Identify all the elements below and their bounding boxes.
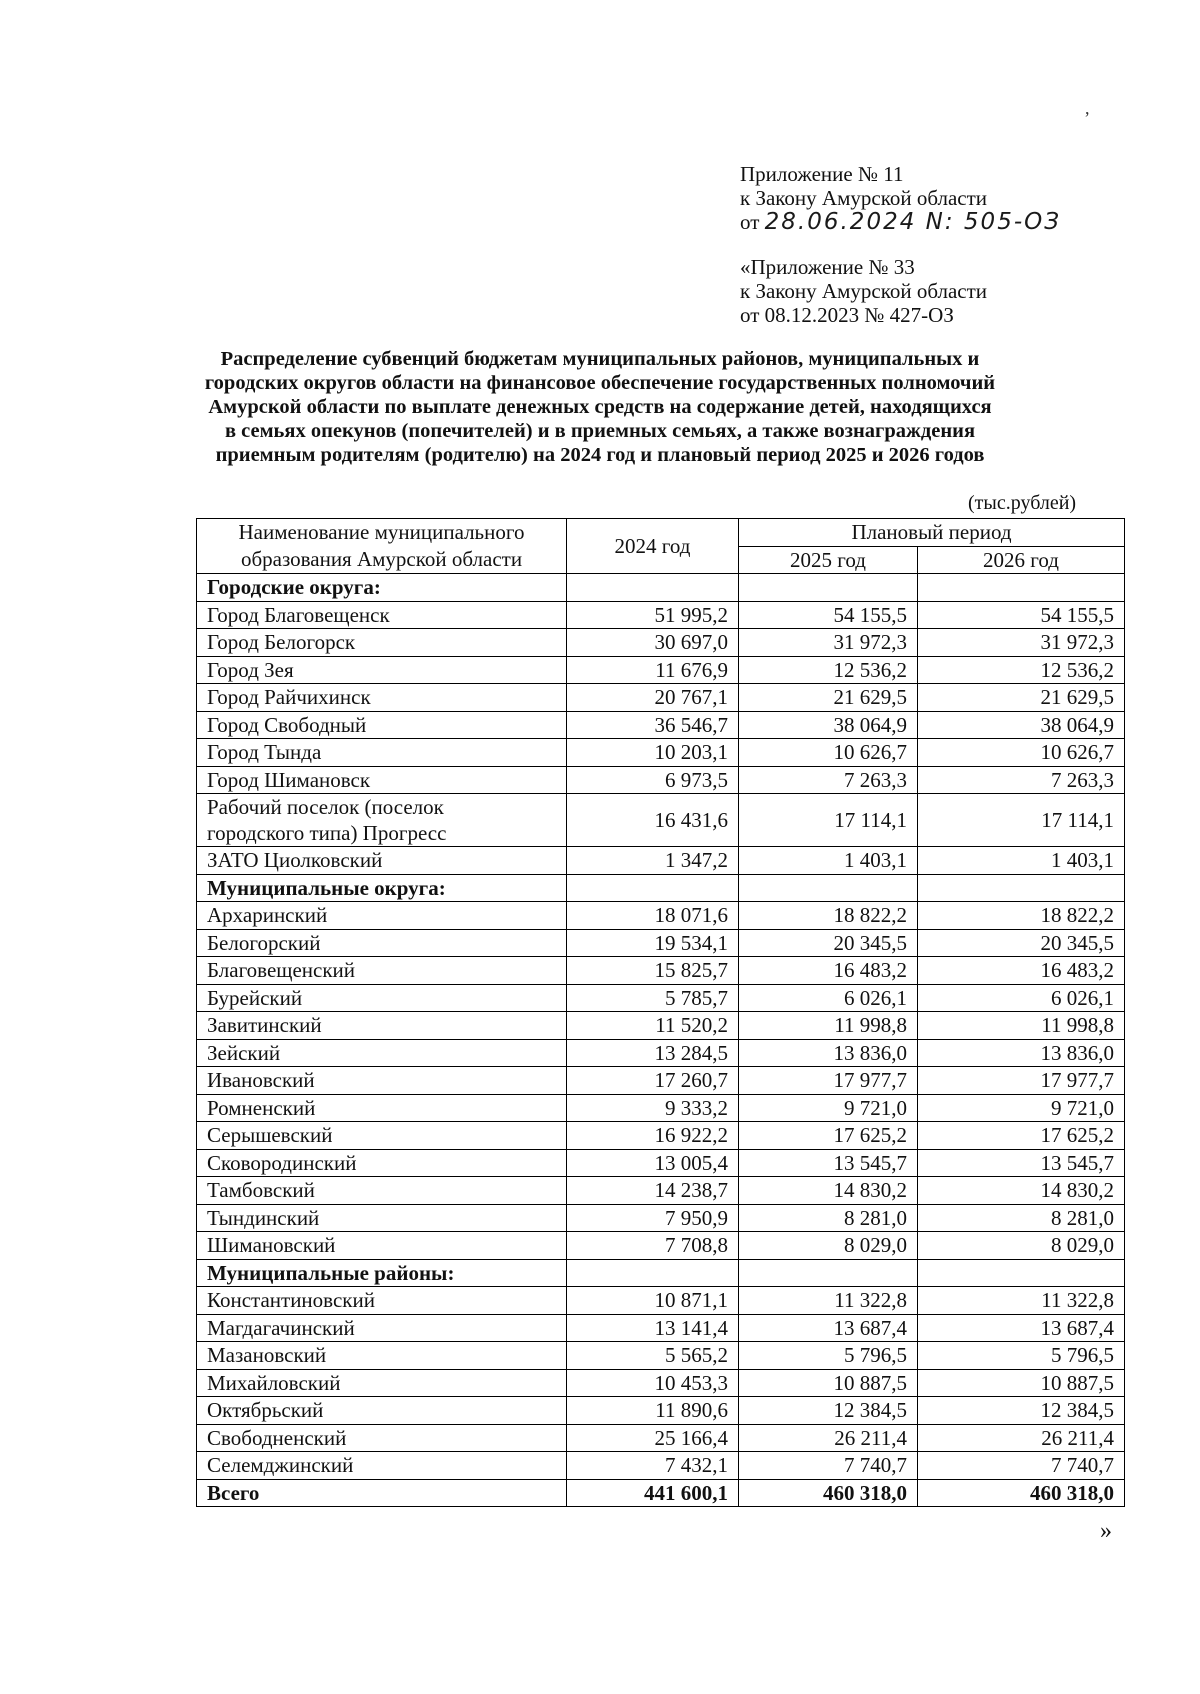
document-title [120,347,1080,467]
municipality-name: Город Белогорск [197,629,567,657]
table-row [197,1369,1125,1397]
table-row [197,1287,1125,1315]
table-row [197,902,1125,930]
title-line: Распределение субвенций бюджетам муниципальных районов, муниципальных и [220,348,980,370]
value-2026: 17 625,2 [918,1122,1125,1150]
value-2026: 6 026,1 [918,984,1125,1012]
value-2026: 10 626,7 [918,739,1125,767]
value-2026: 11 998,8 [918,1012,1125,1040]
table-row [197,957,1125,985]
header-row [197,519,1125,547]
municipality-name: Город Свободный [197,711,567,739]
value-2026: 9 721,0 [918,1094,1125,1122]
total-2025: 460 318,0 [739,1479,918,1507]
municipality-name: Селемджинский [197,1452,567,1480]
municipality-name: ЗАТО Циолковский [197,847,567,875]
value-2024: 10 871,1 [567,1287,739,1315]
value-2025: 7 740,7 [739,1452,918,1480]
value-2024: 25 166,4 [567,1424,739,1452]
value-2024: 10 203,1 [567,739,739,767]
empty-cell [567,574,739,602]
value-2026: 10 887,5 [918,1369,1125,1397]
value-2026: 13 545,7 [918,1149,1125,1177]
value-2025: 10 887,5 [739,1369,918,1397]
amended-appendix-number: «Приложение № 33 [740,255,915,279]
value-2026: 14 830,2 [918,1177,1125,1205]
header-2026: 2026 год [918,546,1125,574]
table-row [197,1012,1125,1040]
empty-cell [739,874,918,902]
value-2026: 7 263,3 [918,766,1125,794]
value-2026: 7 740,7 [918,1452,1125,1480]
value-2024: 5 785,7 [567,984,739,1012]
section-header-row [197,574,1125,602]
amended-appendix-law: к Закону Амурской области [740,279,988,303]
value-2024: 9 333,2 [567,1094,739,1122]
table-row [197,1397,1125,1425]
municipality-name: Шимановский [197,1232,567,1260]
title-line: приемным родителям (родителю) на 2024 год и плановый период 2025 и 2026 годов [215,444,985,466]
municipality-name: Ромненский [197,1094,567,1122]
value-2026: 26 211,4 [918,1424,1125,1452]
municipality-name: Мазановский [197,1342,567,1370]
closing-quote-mark: » [1100,1518,1112,1544]
value-2024: 11 890,6 [567,1397,739,1425]
municipality-name: Благовещенский [197,957,567,985]
value-2026: 20 345,5 [918,929,1125,957]
value-2025: 21 629,5 [739,684,918,712]
value-2026: 17 977,7 [918,1067,1125,1095]
value-2025: 10 626,7 [739,739,918,767]
value-2025: 11 998,8 [739,1012,918,1040]
municipality-name: Город Тында [197,739,567,767]
value-2025: 12 384,5 [739,1397,918,1425]
municipality-name: Бурейский [197,984,567,1012]
table-row [197,1314,1125,1342]
value-2026: 54 155,5 [918,601,1125,629]
municipality-name: Город Шимановск [197,766,567,794]
value-2024: 20 767,1 [567,684,739,712]
value-2024: 18 071,6 [567,902,739,930]
value-2025: 13 545,7 [739,1149,918,1177]
municipality-name: Тындинский [197,1204,567,1232]
title-line: Амурской области по выплате денежных средств на содержание детей, находящихся [208,396,992,418]
appendix-date-line [740,210,1061,234]
table-row [197,739,1125,767]
municipality-name: Михайловский [197,1369,567,1397]
municipality-name: Магдагачинский [197,1314,567,1342]
table-row [197,1067,1125,1095]
appendix-number: Приложение № 11 [740,162,904,186]
value-2025: 17 977,7 [739,1067,918,1095]
value-2024: 17 260,7 [567,1067,739,1095]
value-2024: 11 676,9 [567,656,739,684]
table-row [197,1424,1125,1452]
table-row [197,1094,1125,1122]
municipality-name-line1: Рабочий поселок (поселок [207,795,444,819]
value-2025: 13 687,4 [739,1314,918,1342]
municipality-name: Белогорский [197,929,567,957]
section-title: Городские округа: [197,574,567,602]
value-2026: 13 687,4 [918,1314,1125,1342]
value-2024: 36 546,7 [567,711,739,739]
empty-cell [739,574,918,602]
value-2026: 8 281,0 [918,1204,1125,1232]
municipality-name: Свободненский [197,1424,567,1452]
municipality-name: Октябрьский [197,1397,567,1425]
table-row [197,766,1125,794]
value-2026: 1 403,1 [918,847,1125,875]
municipality-name: Ивановский [197,1067,567,1095]
municipality-name: Архаринский [197,902,567,930]
table-row [197,1232,1125,1260]
value-2024: 51 995,2 [567,601,739,629]
appendix-law: к Закону Амурской области [740,186,988,210]
value-2025: 1 403,1 [739,847,918,875]
table-row [197,1204,1125,1232]
value-2024: 13 284,5 [567,1039,739,1067]
unit-label: (тыс.рублей) [968,492,1077,514]
budget-table-body [197,519,1125,1507]
section-title: Муниципальные районы: [197,1259,567,1287]
table-row [197,1452,1125,1480]
table-row [197,929,1125,957]
title-line: в семьях опекунов (попечителей) и в приемных семьях, а также вознаграждения [224,420,976,442]
municipality-name: Серышевский [197,1122,567,1150]
value-2026: 11 322,8 [918,1287,1125,1315]
value-2025: 8 281,0 [739,1204,918,1232]
value-2024: 15 825,7 [567,957,739,985]
value-2026: 18 822,2 [918,902,1125,930]
header-name-line1: Наименование муниципального [238,520,525,544]
table-row [197,1177,1125,1205]
municipality-name: Город Благовещенск [197,601,567,629]
value-2025: 5 796,5 [739,1342,918,1370]
value-2025: 13 836,0 [739,1039,918,1067]
value-2024: 10 453,3 [567,1369,739,1397]
value-2026: 13 836,0 [918,1039,1125,1067]
header-name-cell [197,519,567,574]
amended-appendix-date: от 08.12.2023 № 427-ОЗ [740,303,954,327]
header-name-line2: образования Амурской области [240,547,523,571]
value-2024: 13 005,4 [567,1149,739,1177]
empty-cell [918,1259,1125,1287]
total-2026: 460 318,0 [918,1479,1125,1507]
municipality-name: Завитинский [197,1012,567,1040]
value-2025: 17 625,2 [739,1122,918,1150]
value-2026: 5 796,5 [918,1342,1125,1370]
table-row [197,847,1125,875]
empty-cell [918,874,1125,902]
table-row [197,601,1125,629]
section-title: Муниципальные округа: [197,874,567,902]
appendix-date-prefix: от [740,210,760,234]
municipality-name: Город Райчихинск [197,684,567,712]
empty-cell [567,874,739,902]
value-2026: 12 384,5 [918,1397,1125,1425]
value-2024: 16 431,6 [567,794,739,847]
value-2026: 16 483,2 [918,957,1125,985]
municipality-name-line2: городского типа) Прогресс [207,821,447,845]
table-row [197,984,1125,1012]
value-2025: 54 155,5 [739,601,918,629]
section-header-row [197,1259,1125,1287]
total-2024: 441 600,1 [567,1479,739,1507]
value-2025: 38 064,9 [739,711,918,739]
municipality-name: Константиновский [197,1287,567,1315]
appendix-header [740,162,1061,234]
value-2026: 8 029,0 [918,1232,1125,1260]
title-line: городских округов области на финансовое обеспечение государственных полномочий [204,372,996,394]
amended-appendix-header [740,255,987,327]
scan-mark: , [1085,98,1090,118]
value-2025: 9 721,0 [739,1094,918,1122]
table-row [197,794,1125,847]
value-2025: 6 026,1 [739,984,918,1012]
municipality-name: Тамбовский [197,1177,567,1205]
header-2024: 2024 год [567,519,739,574]
value-2026: 17 114,1 [918,794,1125,847]
table-row [197,1039,1125,1067]
table-row [197,684,1125,712]
value-2025: 8 029,0 [739,1232,918,1260]
value-2025: 11 322,8 [739,1287,918,1315]
municipality-name [197,794,567,847]
value-2024: 5 565,2 [567,1342,739,1370]
budget-table [196,518,1125,1507]
empty-cell [739,1259,918,1287]
value-2024: 30 697,0 [567,629,739,657]
value-2025: 26 211,4 [739,1424,918,1452]
value-2025: 12 536,2 [739,656,918,684]
municipality-name: Сковородинский [197,1149,567,1177]
value-2024: 7 708,8 [567,1232,739,1260]
value-2024: 7 950,9 [567,1204,739,1232]
table-row [197,656,1125,684]
municipality-name: Зейский [197,1039,567,1067]
table-row [197,1122,1125,1150]
value-2026: 31 972,3 [918,629,1125,657]
table-row [197,1149,1125,1177]
handwritten-date-number: 28.06.2024 N: 505-ОЗ [764,209,1061,235]
value-2026: 21 629,5 [918,684,1125,712]
empty-cell [918,574,1125,602]
municipality-name: Город Зея [197,656,567,684]
value-2025: 14 830,2 [739,1177,918,1205]
value-2025: 7 263,3 [739,766,918,794]
value-2024: 16 922,2 [567,1122,739,1150]
value-2024: 6 973,5 [567,766,739,794]
section-header-row [197,874,1125,902]
header-2025: 2025 год [739,546,918,574]
total-row [197,1479,1125,1507]
table-row [197,629,1125,657]
value-2024: 7 432,1 [567,1452,739,1480]
value-2025: 31 972,3 [739,629,918,657]
value-2024: 14 238,7 [567,1177,739,1205]
total-label: Всего [197,1479,567,1507]
value-2024: 1 347,2 [567,847,739,875]
value-2025: 20 345,5 [739,929,918,957]
table-row [197,711,1125,739]
value-2026: 12 536,2 [918,656,1125,684]
table-row [197,1342,1125,1370]
value-2024: 19 534,1 [567,929,739,957]
value-2025: 16 483,2 [739,957,918,985]
header-planned-period: Плановый период [739,519,1125,547]
value-2024: 13 141,4 [567,1314,739,1342]
value-2025: 17 114,1 [739,794,918,847]
value-2025: 18 822,2 [739,902,918,930]
empty-cell [567,1259,739,1287]
value-2024: 11 520,2 [567,1012,739,1040]
value-2026: 38 064,9 [918,711,1125,739]
